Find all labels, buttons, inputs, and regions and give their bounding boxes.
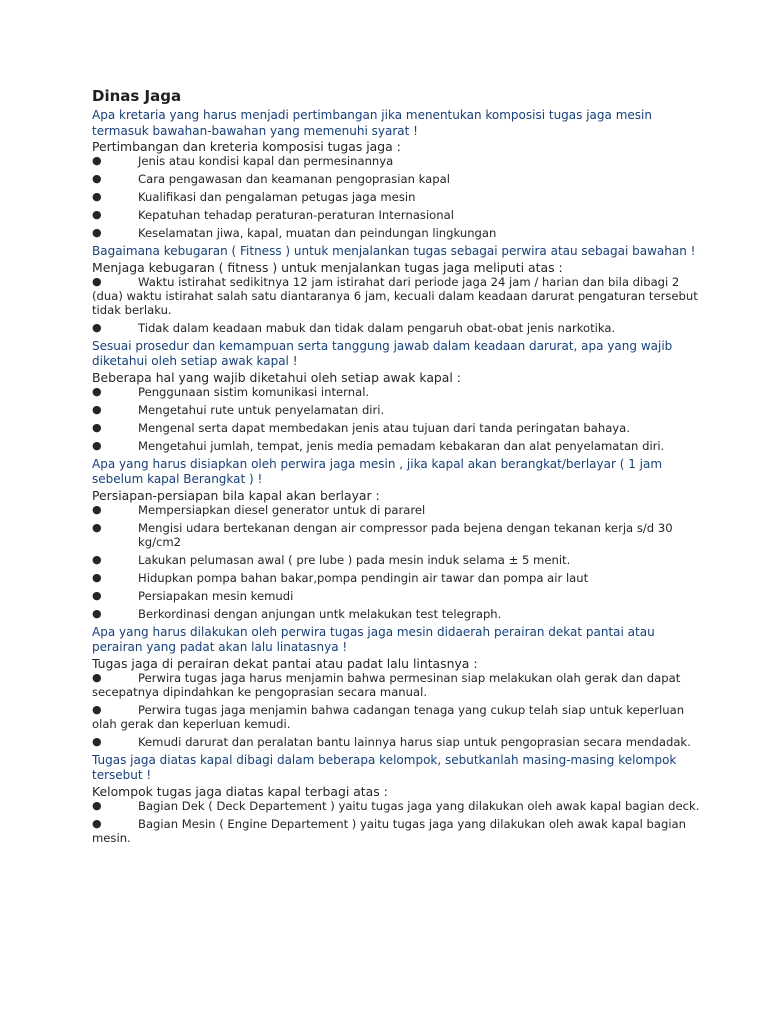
list-item — [92, 703, 708, 731]
bullet-list — [92, 503, 708, 621]
qa-section — [92, 753, 708, 845]
list-item — [92, 275, 708, 317]
list-item-text: Waktu istirahat sedikitnya 12 jam istirahat dari periode jaga 24 jam / harian dan bila dibagi 2 (dua) waktu istirahat salah satu diantaranya 6 jam, kecuali dalam keadaan darurat pengaturan tersebut tidak berlaku. — [92, 274, 698, 317]
bullet-icon: ● — [92, 702, 102, 716]
list-item — [92, 439, 708, 453]
list-item — [92, 208, 708, 222]
list-item-text: Kepatuhan tehadap peraturan-peraturan Internasional — [138, 208, 454, 222]
bullet-icon: ● — [92, 734, 102, 748]
bullet-icon: ● — [92, 274, 102, 288]
list-item-text: Jenis atau kondisi kapal dan permesinannya — [138, 154, 394, 168]
section-intro: Beberapa hal yang wajib diketahui oleh setiap awak kapal : — [92, 369, 461, 385]
bullet-icon: ● — [92, 438, 102, 452]
bullet-icon: ● — [92, 208, 102, 221]
list-item — [92, 421, 708, 435]
list-item-text: Kualifikasi dan pengalaman petugas jaga mesin — [138, 190, 416, 204]
qa-section — [92, 625, 708, 749]
list-item-text: Perwira tugas jaga menjamin bahwa cadangan tenaga yang cukup telah siap untuk keperluan olah gerak dan keperluan kemudi. — [92, 702, 685, 731]
list-item — [92, 571, 708, 585]
list-item-text: Perwira tugas jaga harus menjamin bahwa permesinan siap melakukan olah gerak dan dapat secepatnya dipindahkan ke pengoprasian secara manual. — [92, 670, 681, 699]
list-item-text: Lakukan pelumasan awal ( pre lube ) pada mesin induk selama ± 5 menit. — [138, 552, 571, 567]
list-item-text: Mengenal serta dapat membedakan jenis atau tujuan dari tanda peringatan bahaya. — [138, 420, 630, 435]
list-item — [92, 154, 708, 168]
bullet-icon: ● — [92, 384, 102, 398]
list-item — [92, 226, 708, 240]
list-item-text: Tidak dalam keadaan mabuk dan tidak dalam pengaruh obat-obat jenis narkotika. — [138, 320, 616, 335]
list-item-text: Keselamatan jiwa, kapal, muatan dan peindungan lingkungan — [138, 226, 497, 240]
list-item — [92, 671, 708, 699]
bullet-icon: ● — [92, 520, 102, 534]
list-item-text: Bagian Mesin ( Engine Departement ) yaitu tugas jaga yang dilakukan oleh awak kapal bagian mesin. — [92, 816, 687, 845]
bullet-icon: ● — [92, 588, 102, 602]
list-item — [92, 799, 708, 813]
sections-container — [92, 108, 708, 845]
bullet-list — [92, 275, 708, 335]
list-item — [92, 403, 708, 417]
list-item-text: Cara pengawasan dan keamanan pengoprasian kapal — [138, 172, 450, 186]
list-item-text: Mengetahui rute untuk penyelamatan diri. — [138, 402, 385, 417]
list-item-text: Kemudi darurat dan peralatan bantu lainnya harus siap untuk pengoprasian secara mendadak. — [138, 734, 691, 749]
list-item-text: Persiapakan mesin kemudi — [138, 588, 294, 603]
bullet-icon: ● — [92, 816, 102, 830]
bullet-icon: ● — [92, 226, 102, 239]
qa-section — [92, 457, 708, 621]
bullet-icon: ● — [92, 154, 102, 167]
section-question: Apa kretaria yang harus menjadi pertimbangan jika menentukan komposisi tugas jaga mesin termasuk bawahan-bawahan yang memenuhi syarat ! — [92, 108, 652, 138]
bullet-icon: ● — [92, 670, 102, 684]
list-item — [92, 553, 708, 567]
list-item-text: Bagian Dek ( Deck Departement ) yaitu tugas jaga yang dilakukan oleh awak kapal bagian deck. — [138, 798, 700, 813]
bullet-icon: ● — [92, 402, 102, 416]
list-item-text: Mengisi udara bertekanan dengan air compressor pada bejena dengan tekanan kerja s/d 30 kg/cm2 — [138, 520, 673, 549]
bullet-list — [92, 385, 708, 453]
section-question: Tugas jaga diatas kapal dibagi dalam beberapa kelompok, sebutkanlah masing-masing kelompok tersebut ! — [92, 752, 677, 782]
bullet-icon: ● — [92, 798, 102, 812]
section-intro: Kelompok tugas jaga diatas kapal terbagi atas : — [92, 783, 388, 799]
list-item-text: Penggunaan sistim komunikasi internal. — [138, 384, 370, 399]
bullet-icon: ● — [92, 320, 102, 334]
section-intro: Menjaga kebugaran ( fitness ) untuk menjalankan tugas jaga meliputi atas : — [92, 259, 563, 275]
qa-section — [92, 339, 708, 453]
list-item-text: Mengetahui jumlah, tempat, jenis media pemadam kebakaran dan alat penyelamatan diri. — [138, 438, 665, 453]
bullet-icon: ● — [92, 190, 102, 203]
list-item — [92, 385, 708, 399]
bullet-list — [92, 154, 708, 240]
list-item-text: Mempersiapkan diesel generator untuk di pararel — [138, 502, 426, 517]
bullet-icon: ● — [92, 570, 102, 584]
section-intro: Persiapan-persiapan bila kapal akan berlayar : — [92, 487, 380, 503]
list-item — [92, 321, 708, 335]
section-intro: Pertimbangan dan kreteria komposisi tugas jaga : — [92, 139, 401, 154]
list-item — [92, 607, 708, 621]
list-item-text: Berkordinasi dengan anjungan untk melakukan test telegraph. — [138, 606, 502, 621]
section-question: Apa yang harus disiapkan oleh perwira jaga mesin , jika kapal akan berangkat/berlayar ( 1 jam sebelum kapal Berangkat ) ! — [92, 456, 663, 486]
list-item-text: Hidupkan pompa bahan bakar,pompa pendingin air tawar dan pompa air laut — [138, 570, 589, 585]
bullet-icon: ● — [92, 172, 102, 185]
bullet-list — [92, 671, 708, 749]
list-item — [92, 589, 708, 603]
bullet-icon: ● — [92, 606, 102, 620]
list-item — [92, 172, 708, 186]
list-item — [92, 735, 708, 749]
qa-section — [92, 244, 708, 335]
list-item — [92, 190, 708, 204]
bullet-icon: ● — [92, 420, 102, 434]
list-item — [92, 817, 708, 845]
section-question: Apa yang harus dilakukan oleh perwira tugas jaga mesin didaerah perairan dekat pantai atau perairan yang padat akan lalu linatasnya ! — [92, 624, 655, 654]
section-intro: Tugas jaga di perairan dekat pantai atau padat lalu lintasnya : — [92, 655, 478, 671]
list-item — [92, 503, 708, 517]
bullet-icon: ● — [92, 502, 102, 516]
document-title: Dinas Jaga — [92, 87, 182, 105]
qa-section — [92, 108, 708, 240]
list-item — [92, 521, 708, 549]
section-question: Sesuai prosedur dan kemampuan serta tanggung jawab dalam keadaan darurat, apa yang wajib diketahui oleh setiap awak kapal ! — [92, 338, 673, 368]
bullet-list — [92, 799, 708, 845]
section-question: Bagaimana kebugaran ( Fitness ) untuk menjalankan tugas sebagai perwira atau sebagai bawahan ! — [92, 244, 696, 258]
bullet-icon: ● — [92, 552, 102, 566]
